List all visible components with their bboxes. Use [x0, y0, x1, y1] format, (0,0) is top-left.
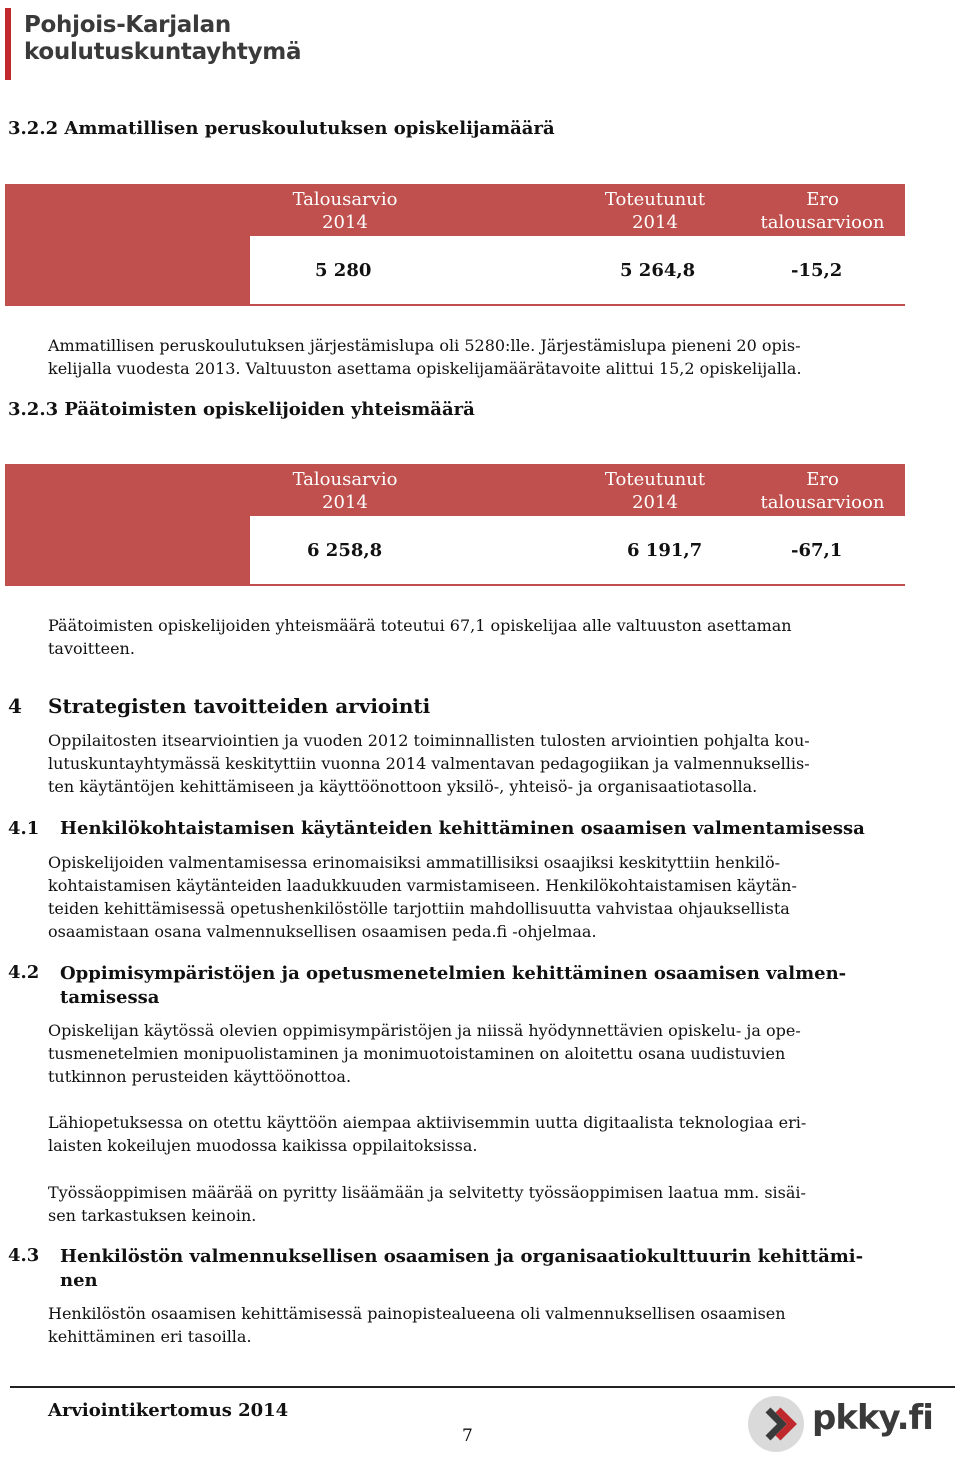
section-42-number: 4.2 [8, 962, 40, 983]
table-header [5, 184, 905, 236]
col-header-budget: Talousarvio 2014 [292, 189, 398, 233]
section-41-title: Henkilökohtaistamisen käytänteiden kehittäminen osaamisen valmentamisessa [60, 818, 865, 839]
brand-name [24, 12, 301, 66]
section-43-title: Henkilöstön valmennuksellisen osaamisen ja organisaatiokulttuurin kehittämi- nen [60, 1246, 864, 1291]
table-bottom-rule [250, 304, 905, 306]
footer-logo-text: pkky.fi [812, 1398, 933, 1438]
section-4-title: Strategisten tavoitteiden arviointi [48, 694, 431, 718]
section-42-title: Oppimisympäristöjen ja opetusmenetelmien kehittäminen osaamisen valmen- tamisessa [60, 963, 847, 1008]
brand-line-2: koulutuskuntayhtymä [24, 39, 302, 65]
section-322-text: Ammatillisen peruskoulutuksen järjestämislupa oli 5280:lle. Järjestämislupa pieneni 20 opis- kelijalla vuodesta 2013. Valtuuston asettama opiskelijamäärätavoite alittui 15,2 opiskelijalla. [48, 336, 802, 378]
pkky-logo-mark-icon [748, 1396, 804, 1452]
section-43-text: Henkilöstön osaamisen kehittämisessä painopistealueena oli valmennuksellisen osaamisen kehittäminen eri tasoilla. [48, 1304, 786, 1346]
section-322-title: 3.2.2 Ammatillisen peruskoulutuksen opiskelijamäärä [8, 118, 555, 139]
table-row-label-cell [5, 516, 250, 586]
value-diff: -67,1 [791, 540, 843, 561]
table-row-label-cell [5, 236, 250, 306]
table-header [5, 464, 905, 516]
page-number: 7 [462, 1426, 473, 1446]
value-budget: 6 258,8 [307, 540, 383, 561]
section-41-text: Opiskelijoiden valmentamisessa erinomaisiksi ammatillisiksi osaajiksi keskityttiin henkilö- kohtaistamisen käytänteiden laadukkuuden varmistamiseen. Henkilökohtaistamisen käytän- teiden kehittämisessä opetushenkilöstölle tarjottiin mahdollisuutta vahvistaa ohjauksellista osaamistaan osana valmennuksellisen osaamisen peda.fi -ohjelmaa. [48, 853, 797, 941]
section-4-number: 4 [8, 694, 22, 718]
section-42-paragraph-2: Lähiopetuksessa on otettu käyttöön aiempaa aktiivisemmin uutta digitaalista teknologiaa eri- laisten kokeilujen muodossa kaikissa oppilaitoksissa. [48, 1113, 807, 1155]
section-42-paragraph-3: Työssäoppimisen määrää on pyritty lisäämään ja selvitetty työssäoppimisen laatua mm. sisäi- sen tarkastuksen keinoin. [48, 1183, 806, 1225]
section-43-number: 4.3 [8, 1245, 40, 1266]
value-actual: 6 191,7 [627, 540, 703, 561]
footer-title: Arviointikertomus 2014 [48, 1400, 289, 1421]
col-header-diff: Ero talousarvioon [760, 469, 885, 513]
table-bottom-rule [250, 584, 905, 586]
col-header-actual: Toteutunut 2014 [604, 469, 706, 513]
col-header-diff: Ero talousarvioon [760, 189, 885, 233]
pkky-logo-icon [748, 1396, 804, 1452]
col-header-budget: Talousarvio 2014 [292, 469, 398, 513]
section-4-text: Oppilaitosten itsearviointien ja vuoden 2012 toiminnallisten tulosten arviointien pohjalta kou- lutuskuntayhtymässä keskityttiin vuonna 2014 valmentavan pedagogiikan ja valmennuksellis- ten käytäntöjen kehittämiseen ja käyttöönottoon yksilö-, yhteisö- ja organisaatiotasolla. [48, 731, 810, 796]
section-323-text: Päätoimisten opiskelijoiden yhteismäärä toteutui 67,1 opiskelijaa alle valtuuston asettaman tavoitteen. [48, 616, 792, 658]
section-42-paragraph-1: Opiskelijan käytössä olevien oppimisympäristöjen ja niissä hyödynnettävien opiskelu- ja ope- tusmenetelmien monipuolistaminen ja monimuotoistaminen on aloitettu osana uudistuvien tutkinnon perusteiden käyttöönottoa. [48, 1021, 801, 1086]
brand-bar [5, 8, 11, 80]
col-header-actual: Toteutunut 2014 [604, 189, 706, 233]
section-323-title: 3.2.3 Päätoimisten opiskelijoiden yhteismäärä [8, 399, 475, 420]
value-budget: 5 280 [315, 260, 372, 281]
value-actual: 5 264,8 [620, 260, 696, 281]
value-diff: -15,2 [791, 260, 843, 281]
section-41-number: 4.1 [8, 818, 40, 839]
brand-line-1: Pohjois-Karjalan [24, 12, 231, 38]
footer-rule [10, 1386, 955, 1388]
